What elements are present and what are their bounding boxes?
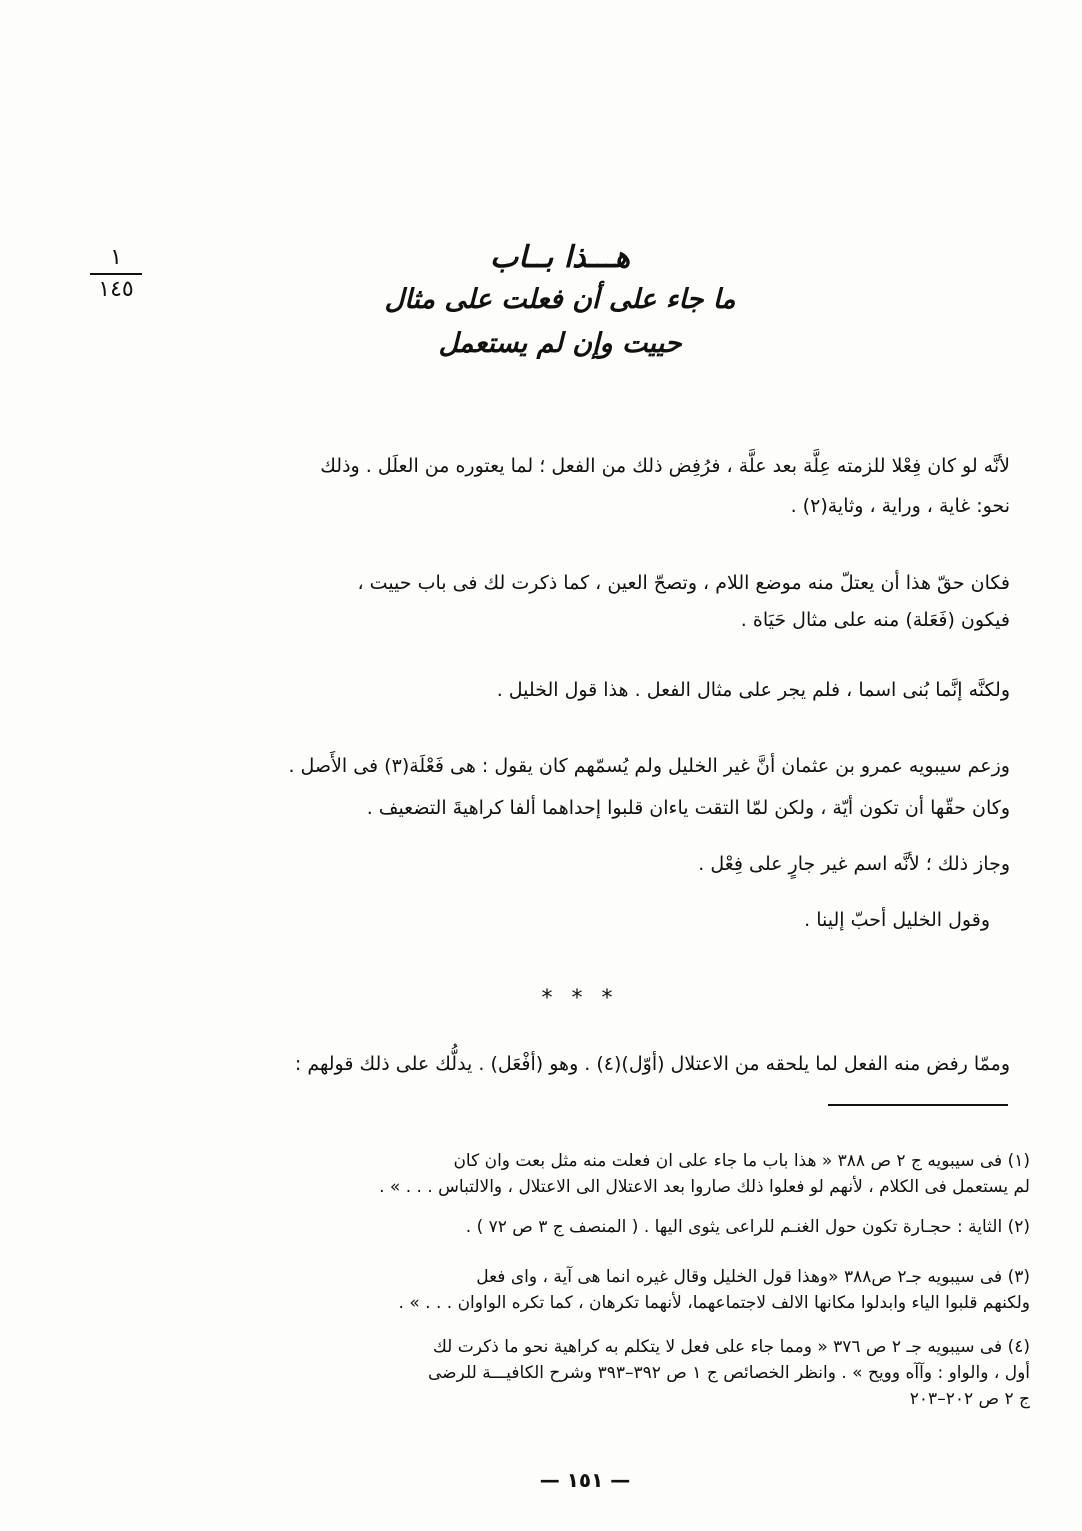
footnote-line: ولكنهم قلبوا الياء وابدلوا مكانها الالف لاجتماعهما، لأنهما تكرهان ، كما تكره الواوان . . . » . xyxy=(398,1293,1030,1313)
paragraph-4 xyxy=(150,744,1010,934)
paragraph-line: وقول الخليل أحبّ إلينا . xyxy=(804,909,990,931)
page-number: — ١٥١ — xyxy=(539,1468,631,1492)
paragraph-line: نحو: غاية ، وراية ، وثاية(٢) . xyxy=(790,495,1010,517)
paragraph-line: وممّا رفض منه الفعل لما يلحقه من الاعتلال (أوّل)(٤) . وهو (أفْعَل) . يدلُّك على ذلك قولهم : xyxy=(294,1053,1010,1075)
footnote-2 xyxy=(160,1214,1030,1240)
footnote-line: (٤) فى سيبويه جـ ٢ ص ٣٧٦ « ومما جاء على فعل لا يتكلم به كراهية نحو ما ذكرت لك xyxy=(432,1337,1030,1357)
paragraph-line: فكان حقّ هذا أن يعتلّ منه موضع اللام ، وتصحّ العين ، كما ذكرت لك فى باب حييت ، xyxy=(357,572,1010,594)
paragraph-5 xyxy=(150,1050,1010,1078)
footnote-line: لم يستعمل فى الكلام ، لأنهم لو فعلوا ذلك صاروا بعد الاعتلال الى الاعتلال ، والالتباس . . . » . xyxy=(379,1177,1030,1197)
paragraph-line: فيكون (فَعَلة) منه على مثال حَيَاة . xyxy=(740,609,1010,631)
margin-reference xyxy=(86,245,146,303)
footnote-divider xyxy=(828,1104,1008,1106)
footnote-line: (٢) الثاية : حجـارة تكون حول الغنـم للراعى يثوى اليها . ( المنصف ج ٣ ص ٧٢ ) . xyxy=(465,1217,1030,1237)
paragraph-3 xyxy=(150,676,1010,704)
section-separator: * * * xyxy=(541,986,619,1011)
chapter-heading xyxy=(360,238,760,366)
footnote-line: (١) فى سيبويه ج ٢ ص ٣٨٨ « هذا باب ما جاء على ان فعلت منه مثل بعت وان كان xyxy=(453,1151,1030,1171)
heading-line-1: هـــذا بــاب xyxy=(489,240,631,275)
margin-ref-bottom: ١٤٥ xyxy=(98,277,134,302)
paragraph-2 xyxy=(150,560,1010,634)
footnote-3 xyxy=(160,1264,1030,1316)
heading-line-2: ما جاء على أن فعلت على مثال xyxy=(384,284,736,315)
paragraph-line: وجاز ذلك ؛ لأنَّه اسم غير جارٍ على فِعْل . xyxy=(698,853,1010,875)
margin-ref-top: ١ xyxy=(110,245,122,270)
footnote-line: أول ، والواو : وآآه وويح » . وانظر الخصائص ج ١ ص ٣٩٢–٣٩٣ وشرح الكافيـــة للرضى xyxy=(428,1363,1030,1383)
paragraph-line: ولكنَّه إنَّما بُنى اسما ، فلم يجر على مثال الفعل . هذا قول الخليل . xyxy=(496,679,1010,701)
paragraph-line: وكان حقّها أن تكون أيّة ، ولكن لمّا التقت ياءان قلبوا إحداهما ألفا كراهيةَ التضعيف . xyxy=(366,797,1010,819)
footnote-line: ج ٢ ص ٢٠٢–٢٠٣ xyxy=(909,1389,1030,1409)
paragraph-1 xyxy=(150,440,1010,520)
paragraph-line: وزعم سيبويه عمرو بن عثمان أنَّ غير الخليل ولم يُسمّهم كان يقول : هى فَعْلَة(٣) فى الأَصل . xyxy=(288,755,1010,777)
heading-line-3: حييت وإن لم يستعمل xyxy=(438,328,682,359)
margin-ref-rule xyxy=(90,273,142,275)
footnote-4 xyxy=(160,1334,1030,1412)
paragraph-line: لأنَّه لو كان فِعْلا للزمته عِلَّة بعد علَّة ، فرُفِض ذلك من الفعل ؛ لما يعتوره من العلَل . وذلك xyxy=(320,455,1010,477)
footnote-line: (٣) فى سيبويه جـ٢ ص٣٨٨ «وهذا قول الخليل وقال غيره انما هى آية ، واى فعل xyxy=(476,1267,1030,1287)
footnote-1 xyxy=(160,1148,1030,1200)
